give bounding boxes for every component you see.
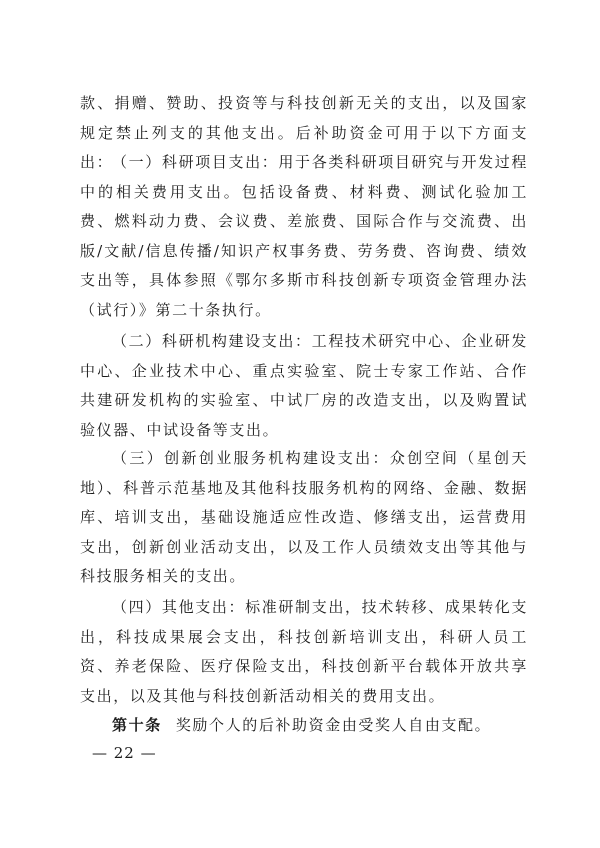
article-label: 第十条 (112, 716, 162, 734)
page-number: — 22 — (92, 744, 157, 762)
paragraph-other-expenses: （四）其他支出：标准研制支出，技术转移、成果转化支出，科技成果展会支出，科技创新培训支出，科研人员工资、养老保险、医疗保险支出，科技创新平台载体开放共享支出，以及其他与科技创新活动相关的费用支出。 (80, 598, 528, 705)
paragraph-research-project-expenses: （一）科研项目支出：用于各类科研项目研究与开发过程中的相关费用支出。包括设备费、材料费、测试化验加工费、燃料动力费、会议费、差旅费、国际合作与交流费、出版/文献/信息传播/知识产权事务费、劳务费、咨询费、绩效支出等，具体参照《鄂尔多斯市科技创新专项资金管理办法（试行）》第二十条执行。 (80, 153, 528, 319)
paragraph-research-institution-expenses: （二）科研机构建设支出：工程技术研究中心、企业研发中心、企业技术中心、重点实验室、院士专家工作站、合作共建研发机构的实验室、中试厂房的改造支出，以及购置试验仪器、中试设备等支出。 (80, 332, 528, 439)
paragraph-innovation-service-expenses: （三）创新创业服务机构建设支出：众创空间（星创天地）、科普示范基地及其他科技服务机构的网络、金融、数据库、培训支出，基础设施适应性改造、修缮支出，运营费用支出，创新创业活动支出，以及工作人员绩效支出等其他与科技服务相关的支出。 (80, 449, 528, 585)
paragraph-intro-continuation: 款、捐赠、赞助、投资等与科技创新无关的支出，以及国家规定禁止列支的其他支出。后补助资金可用于以下方面支出： (80, 94, 528, 171)
article-ten (80, 711, 528, 741)
article-text: 奖励个人的后补助资金由受奖人自由支配。 (175, 716, 492, 734)
